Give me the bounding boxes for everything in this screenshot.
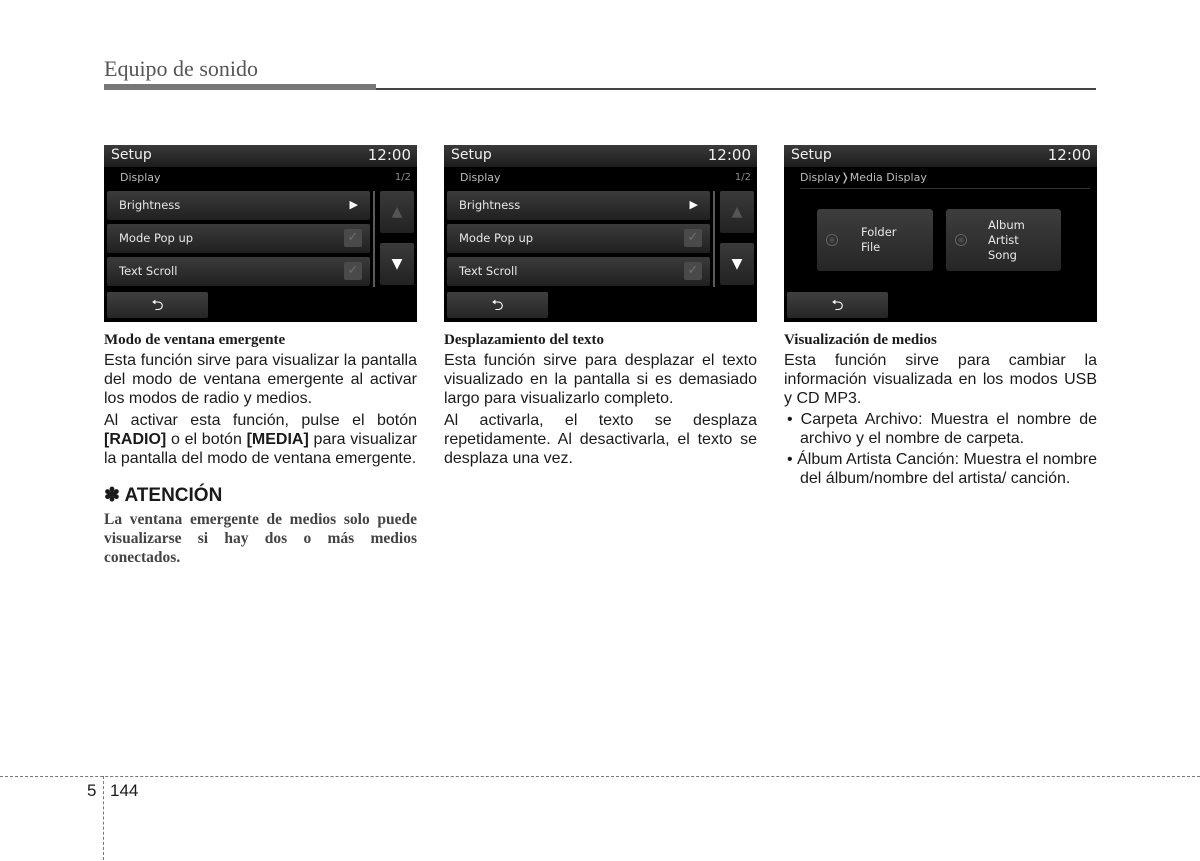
menu-item-brightness[interactable] — [107, 191, 370, 220]
setup-screen-display-2 — [444, 145, 757, 322]
attention-heading: ✽ ATENCIÓN — [104, 485, 223, 506]
radio-icon[interactable] — [955, 234, 967, 246]
bullet-item: • Carpeta Archivo: Muestra el nombre de archivo y el nombre de carpeta. — [787, 411, 1097, 447]
menu-item-label: Mode Pop up — [459, 231, 534, 245]
page-number: 144 — [110, 781, 139, 800]
checkbox-icon[interactable]: ✓ — [684, 229, 702, 247]
scroll-up-button[interactable]: ▲ — [380, 191, 414, 233]
menu-item-text-scroll[interactable] — [447, 257, 710, 286]
option-line: Song — [988, 248, 1017, 262]
chapter-number: 5 — [87, 781, 97, 800]
option-line: Artist — [988, 233, 1019, 247]
checkbox-icon[interactable]: ✓ — [684, 262, 702, 280]
back-button[interactable]: ⮌ — [107, 292, 208, 318]
breadcrumb-divider — [800, 188, 1090, 189]
menu-item-label: Brightness — [119, 198, 181, 212]
scrollbar-track — [713, 191, 715, 287]
arrow-right-icon: ▶ — [349, 198, 358, 211]
scrollbar-track — [373, 191, 375, 287]
screen-breadcrumb: Display❭Media Display — [800, 171, 927, 184]
paragraph: Esta función sirve para visualizar la pantalla del modo de ventana emergente al activar los modos de radio y medios. — [104, 352, 417, 407]
section-heading: Visualización de medios — [784, 332, 937, 348]
radio-icon[interactable] — [826, 234, 838, 246]
footer-vertical-dashed-rule — [103, 776, 104, 860]
attention-body: La ventana emergente de medios solo puede visualizarse si hay dos o más medios conectados. — [104, 511, 417, 566]
paragraph: Esta función sirve para cambiar la información visualizada en los modos USB y CD MP3. — [784, 352, 1097, 407]
option-line: File — [861, 240, 881, 254]
option-line: Album — [988, 218, 1025, 232]
menu-item-text-scroll[interactable] — [107, 257, 370, 286]
option-album-artist-song[interactable] — [946, 209, 1061, 271]
paragraph: Al activarla, el texto se desplaza repetidamente. Al desactivarla, el texto se desplaza una vez. — [444, 412, 757, 467]
page-header-title: Equipo de sonido — [104, 56, 258, 81]
menu-item-label: Text Scroll — [459, 264, 518, 278]
header-rule-thin — [376, 88, 1096, 90]
text-run: Al activar esta función, pulse el botón — [104, 412, 417, 429]
screen-clock: 12:00 — [1047, 146, 1091, 164]
column-popup-mode — [104, 145, 417, 567]
option-line: Folder — [861, 225, 897, 239]
scroll-down-button[interactable]: ▼ — [380, 243, 414, 285]
scroll-up-button[interactable]: ▲ — [720, 191, 754, 233]
option-label — [988, 218, 1025, 263]
screen-clock: 12:00 — [367, 146, 411, 164]
screen-title: Setup — [791, 147, 832, 163]
section-heading: Modo de ventana emergente — [104, 332, 286, 348]
section-heading: Desplazamiento del texto — [444, 332, 604, 348]
column-media-display — [784, 145, 1097, 488]
text-run: para visualizar la pantalla del modo de ventana emergente. — [104, 431, 417, 467]
footer-dashed-rule — [0, 776, 1200, 777]
column-text-scroll — [444, 145, 757, 468]
paragraph: Esta función sirve para desplazar el texto visualizado en la pantalla si es demasiado largo para visualizarlo completo. — [444, 352, 757, 407]
checkbox-icon[interactable]: ✓ — [344, 262, 362, 280]
scroll-down-button[interactable]: ▼ — [720, 243, 754, 285]
bullet-item: • Álbum Artista Canción: Muestra el nombre del álbum/nombre del artista/ canción. — [787, 451, 1097, 487]
option-label — [861, 225, 897, 255]
back-button[interactable]: ⮌ — [787, 292, 888, 318]
media-key-label: [MEDIA] — [246, 431, 309, 448]
screen-page-indicator: 1/2 — [394, 172, 411, 183]
screen-title: Setup — [111, 147, 152, 163]
menu-item-mode-pop-up[interactable] — [447, 224, 710, 253]
radio-key-label: [RADIO] — [104, 431, 167, 448]
header-rule-thick — [104, 84, 376, 90]
menu-item-brightness[interactable] — [447, 191, 710, 220]
screen-breadcrumb: Display — [120, 171, 161, 184]
setup-screen-display-1 — [104, 145, 417, 322]
checkbox-icon[interactable]: ✓ — [344, 229, 362, 247]
screen-title: Setup — [451, 147, 492, 163]
back-button[interactable]: ⮌ — [447, 292, 548, 318]
screen-breadcrumb: Display — [460, 171, 501, 184]
arrow-right-icon: ▶ — [689, 198, 698, 211]
menu-item-label: Text Scroll — [119, 264, 178, 278]
menu-item-label: Mode Pop up — [119, 231, 194, 245]
menu-item-mode-pop-up[interactable] — [107, 224, 370, 253]
setup-screen-media-display — [784, 145, 1097, 322]
text-run: o el botón — [166, 431, 247, 448]
paragraph-with-keys — [104, 411, 417, 468]
screen-clock: 12:00 — [707, 146, 751, 164]
option-folder-file[interactable] — [817, 209, 933, 271]
screen-page-indicator: 1/2 — [734, 172, 751, 183]
menu-item-label: Brightness — [459, 198, 521, 212]
